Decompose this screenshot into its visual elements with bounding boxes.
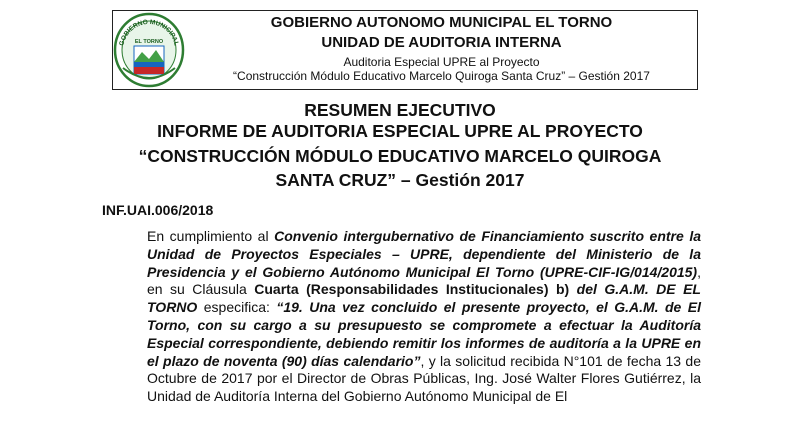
title-summary: RESUMEN EJECUTIVO: [304, 100, 496, 120]
text-gam: del G.A.M. DE EL TORNO: [147, 281, 701, 316]
report-reference: INF.UAI.006/2018: [102, 202, 214, 218]
text-clause: , en su Cláusula: [147, 263, 701, 298]
text-quote: “19. Una vez concluido el presente proyecto, el G.A.M. de El Torno, con su cargo a su presupuesto se compromete a efectuar la Auditoría Especial correspondiente, debiendo remitir los informes de auditoría a la UPRE en el plazo de noventa (90) días calendario”: [147, 299, 701, 369]
text-request: , y la solicitud recibida N°101 de fecha 13 de Octubre de 2017 por el Director de Obras Públicas, Ing. José Walter Flores Gutiérrez, la Unidad de Auditoría Interna del Gobierno Autónomo Municipal de El: [147, 352, 702, 405]
body-paragraph: [147, 228, 701, 406]
title-project-line2: SANTA CRUZ” – Gestión 2017: [275, 170, 525, 190]
text-intro: En cumplimiento al: [147, 228, 275, 244]
header-unit: UNIDAD DE AUDITORIA INTERNA: [321, 34, 562, 51]
text-responsibilities: (Responsabilidades Institucionales) b): [298, 281, 577, 298]
header-project: “Construcción Módulo Educativo Marcelo Quiroga Santa Cruz” – Gestión 2017: [233, 69, 650, 83]
text-agreement: Convenio intergubernativo de Financiamiento suscrito entre la Unidad de Proyectos Especiales – UPRE, dependiente del Ministerio de la Presidencia y el Gobierno Autónomo Municipal El Torno (UPRE-CIF-IG/014/2015): [147, 228, 701, 280]
header-institution: GOBIERNO AUTONOMO MUNICIPAL EL TORNO: [270, 14, 613, 31]
text-clause-number: Cuarta: [254, 281, 299, 298]
title-project-line1: “CONSTRUCCIÓN MÓDULO EDUCATIVO MARCELO QUIROGA: [138, 146, 662, 166]
municipal-logo: [113, 12, 185, 88]
logo-text-bottom: EL TORNO: [134, 39, 164, 45]
header-audit-type: Auditoria Especial UPRE al Proyecto: [343, 55, 540, 69]
logo-text-top: GOBIERNO MUNICIPAL: [118, 18, 180, 47]
text-specifies: especifica:: [197, 299, 277, 316]
title-report: INFORME DE AUDITORIA ESPECIAL UPRE AL PROYECTO: [157, 121, 643, 141]
